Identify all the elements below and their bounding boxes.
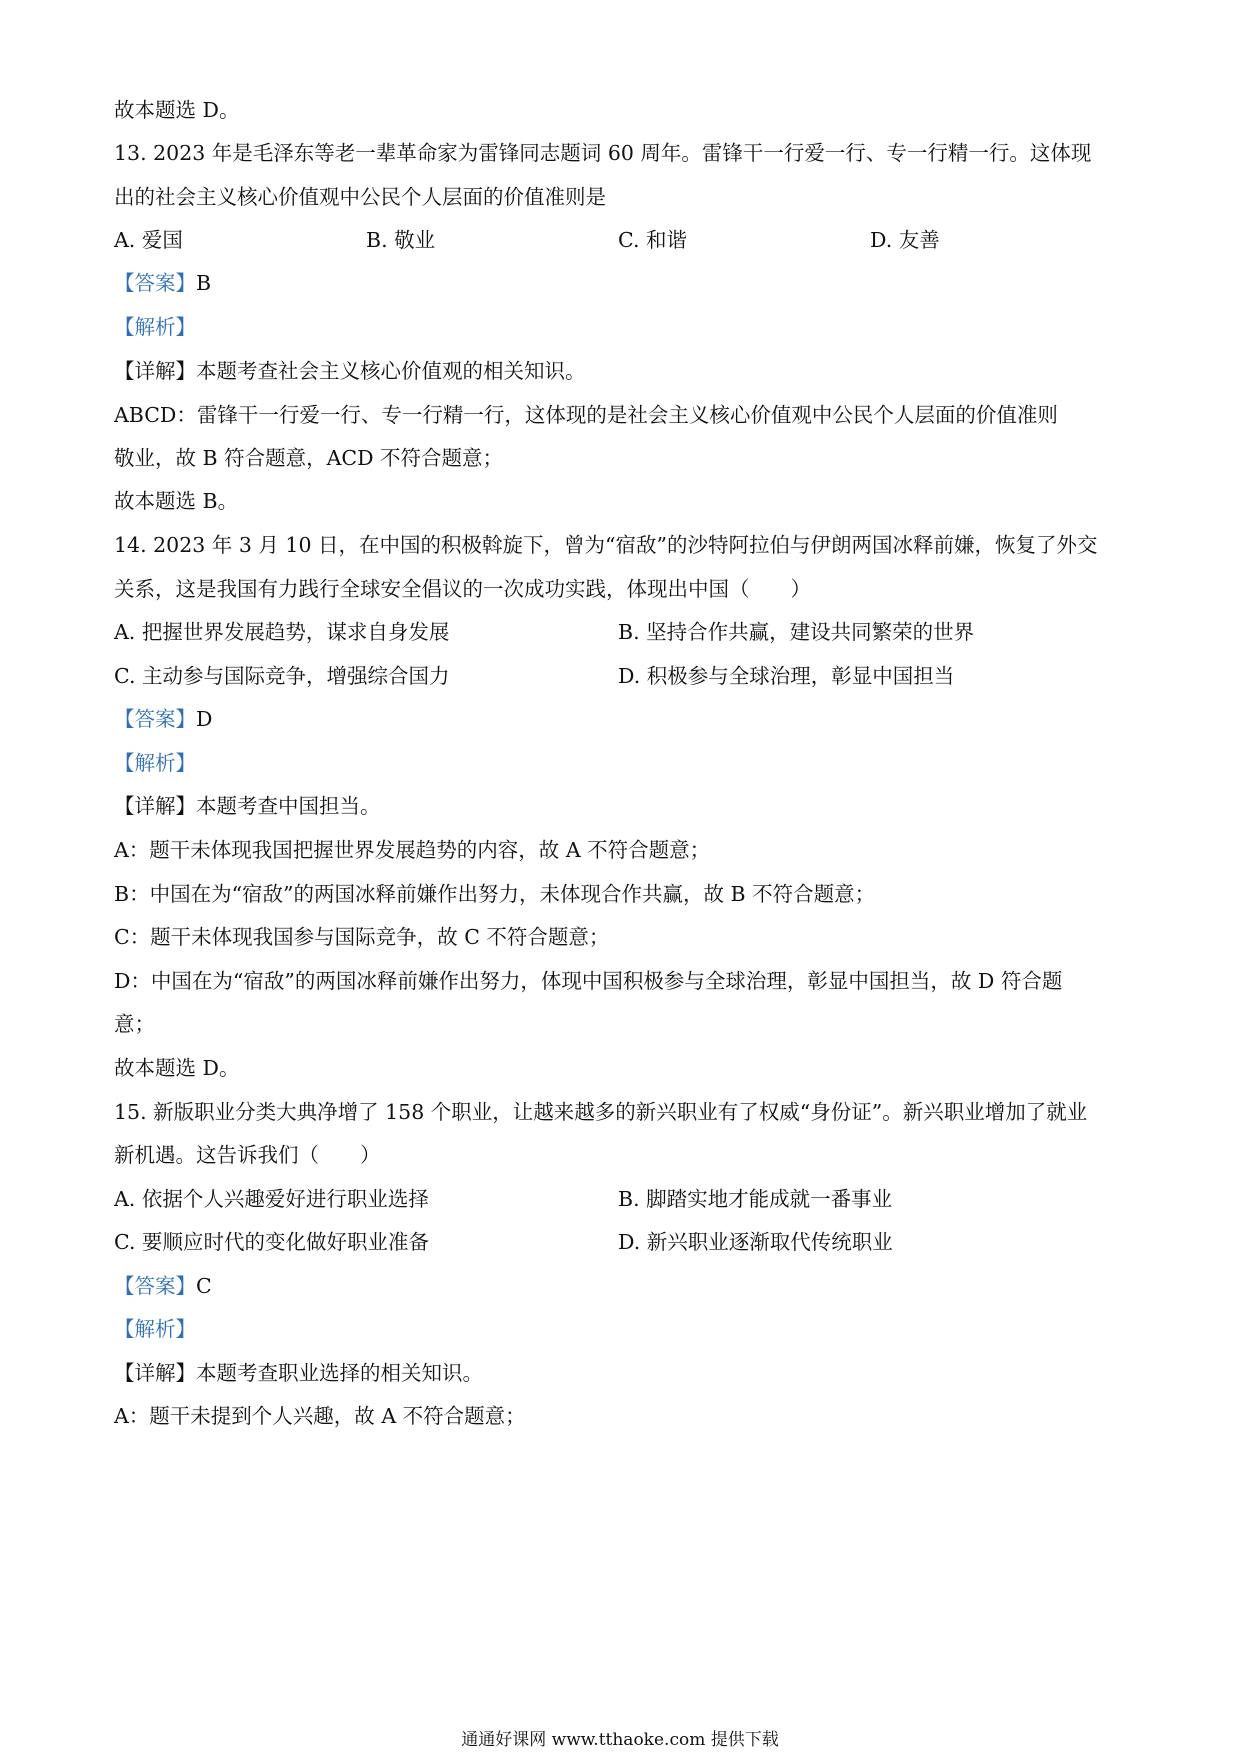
- answer-tag: 【答案】: [114, 271, 196, 295]
- question-15-answer: [114, 1272, 1134, 1300]
- question-14-stem-cont: 关系，这是我国有力践行全球安全倡议的一次成功实践，体现出中国（ ）: [114, 577, 811, 601]
- page-footer: 通通好课网 www.tthaoke.com 提供下载: [461, 1730, 779, 1750]
- question-14-option-d: D. 积极参与全球治理，彰显中国担当: [618, 664, 955, 688]
- question-13-detail: [114, 357, 1134, 385]
- question-14-explanation-a: A：题干未体现我国把握世界发展趋势的内容，故 A 不符合题意；: [114, 838, 711, 862]
- question-15-explanation-a: A：题干未提到个人兴趣，故 A 不符合题意；: [114, 1404, 526, 1428]
- question-14-analysis-tag: 【解析】: [114, 751, 196, 775]
- question-14-stem: 14. 2023 年 3 月 10 日，在中国的积极斡旋下，曾为“宿敌”的沙特阿拉伯与伊朗两国冰释前嫌，恢复了外交: [114, 533, 1098, 557]
- answer-tag: 【答案】: [114, 1274, 196, 1298]
- question-14-explanation-b: B：中国在为“宿敌”的两国冰释前嫌作出努力，未体现合作共赢，故 B 不符合题意；: [114, 882, 876, 906]
- answer-value: C: [196, 1274, 212, 1298]
- question-15-stem-cont: 新机遇。这告诉我们（ ）: [114, 1143, 381, 1167]
- detail-text: 本题考查社会主义核心价值观的相关知识。: [196, 359, 586, 383]
- question-13-option-c: C. 和谐: [618, 228, 687, 252]
- question-14-explanation-d-cont: 意；: [114, 1012, 155, 1036]
- answer-value: D: [196, 707, 213, 731]
- question-13-option-b: B. 敬业: [366, 228, 436, 252]
- question-14-conclusion: 故本题选 D。: [114, 1056, 240, 1080]
- question-15-stem: 15. 新版职业分类大典净增了 158 个职业，让越来越多的新兴职业有了权威“身份证”。新兴职业增加了就业: [114, 1100, 1088, 1124]
- question-13-stem: 13. 2023 年是毛泽东等老一辈革命家为雷锋同志题词 60 周年。雷锋干一行爱一行、专一行精一行。这体现: [114, 141, 1092, 165]
- question-15-analysis-tag: 【解析】: [114, 1317, 196, 1341]
- detail-tag: 【详解】: [114, 794, 196, 818]
- question-14-option-a: A. 把握世界发展趋势，谋求自身发展: [114, 620, 450, 644]
- question-13-explanation: ABCD：雷锋干一行爱一行、专一行精一行，这体现的是社会主义核心价值观中公民个人层面的价值准则: [114, 403, 1058, 427]
- question-14-explanation-d: D：中国在为“宿敌”的两国冰释前嫌作出努力，体现中国积极参与全球治理，彰显中国担当，故 D 符合题: [114, 969, 1063, 993]
- question-13-answer: [114, 269, 1134, 297]
- question-13-stem-cont: 出的社会主义核心价值观中公民个人层面的价值准则是: [114, 185, 606, 209]
- question-15-option-d: D. 新兴职业逐渐取代传统职业: [618, 1230, 893, 1254]
- answer-tag: 【答案】: [114, 707, 196, 731]
- question-14-option-c: C. 主动参与国际竞争，增强综合国力: [114, 664, 450, 688]
- answer-value: B: [196, 271, 212, 295]
- question-14-answer: [114, 705, 1134, 733]
- detail-text: 本题考查职业选择的相关知识。: [196, 1361, 483, 1385]
- question-14-detail: [114, 792, 1134, 820]
- question-14-explanation-c: C：题干未体现我国参与国际竞争，故 C 不符合题意；: [114, 925, 610, 949]
- question-15-option-b: B. 脚踏实地才能成就一番事业: [618, 1187, 893, 1211]
- question-13-analysis-tag: 【解析】: [114, 315, 196, 339]
- question-15-option-a: A. 依据个人兴趣爱好进行职业选择: [114, 1187, 429, 1211]
- question-13-explanation-cont: 敬业，故 B 符合题意，ACD 不符合题意；: [114, 446, 504, 470]
- detail-text: 本题考查中国担当。: [196, 794, 381, 818]
- question-13-option-d: D. 友善: [870, 228, 940, 252]
- detail-tag: 【详解】: [114, 1361, 196, 1385]
- question-13-option-a: A. 爱国: [114, 228, 183, 252]
- question-15-option-c: C. 要顺应时代的变化做好职业准备: [114, 1230, 429, 1254]
- question-13-conclusion: 故本题选 B。: [114, 489, 239, 513]
- question-15-detail: [114, 1359, 1134, 1387]
- detail-tag: 【详解】: [114, 359, 196, 383]
- question-14-option-b: B. 坚持合作共赢，建设共同繁荣的世界: [618, 620, 975, 644]
- paragraph-line: 故本题选 D。: [114, 98, 240, 122]
